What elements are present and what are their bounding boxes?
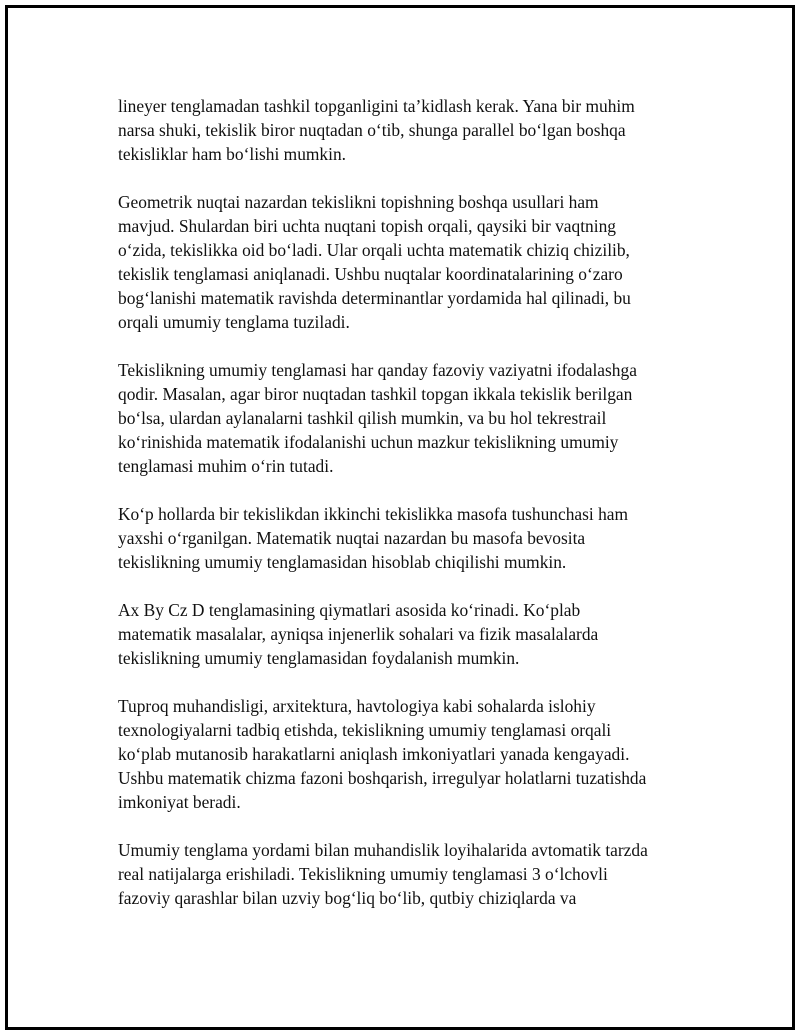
text-line: ko‘rinishida matematik ifodalanishi uchun mazkur tekislikning umumiy xyxy=(118,432,619,452)
paragraph-5 xyxy=(118,598,698,670)
text-line: Ax By Cz D tenglamasining qiymatlari asosida ko‘rinadi. Ko‘plab xyxy=(118,600,581,620)
text-line: Tuproq muhandisligi, arxitektura, havtologiya kabi sohalarda islohiy xyxy=(118,696,596,716)
text-line: qodir. Masalan, agar biror nuqtadan tashkil topgan ikkala tekislik berilgan xyxy=(118,384,633,404)
text-line: Tekislikning umumiy tenglamasi har qanday fazoviy vaziyatni ifodalashga xyxy=(118,360,637,380)
text-line: tekislikning umumiy tenglamasidan foydalanish mumkin. xyxy=(118,648,520,668)
text-line: narsa shuki, tekislik biror nuqtadan o‘tib, shunga parallel bo‘lgan boshqa xyxy=(118,120,626,140)
text-line: real natijalarga erishiladi. Tekislikning umumiy tenglamasi 3 o‘lchovli xyxy=(118,864,608,884)
paragraph-7 xyxy=(118,838,698,910)
text-line: Ushbu matematik chizma fazoni boshqarish, irregulyar holatlarni tuzatishda xyxy=(118,768,647,788)
text-line: bog‘lanishi matematik ravishda determinantlar yordamida hal qilinadi, bu xyxy=(118,288,631,308)
paragraph-1 xyxy=(118,94,698,166)
document-body xyxy=(118,94,698,934)
text-line: yaxshi o‘rganilgan. Matematik nuqtai nazardan bu masofa bevosita xyxy=(118,528,586,548)
text-line: orqali umumiy tenglama tuziladi. xyxy=(118,312,350,332)
text-line: fazoviy qarashlar bilan uzviy bog‘liq bo‘lib, qutbiy chiziqlarda va xyxy=(118,888,577,908)
text-line: Geometrik nuqtai nazardan tekislikni topishning boshqa usullari ham xyxy=(118,192,599,212)
paragraph-4 xyxy=(118,502,698,574)
text-line: imkoniyat beradi. xyxy=(118,792,241,812)
text-line: tekislik tenglamasi aniqlanadi. Ushbu nuqtalar koordinatalarining o‘zaro xyxy=(118,264,623,284)
text-line: o‘zida, tekislikka oid bo‘ladi. Ular orqali uchta matematik chiziq chizilib, xyxy=(118,240,630,260)
text-line: tekisliklar ham bo‘lishi mumkin. xyxy=(118,144,346,164)
text-line: bo‘lsa, ulardan aylanalarni tashkil qilish mumkin, va bu hol tekrestrail xyxy=(118,408,607,428)
paragraph-3 xyxy=(118,358,698,478)
text-line: lineyer tenglamadan tashkil topganligini ta’kidlash kerak. Yana bir muhim xyxy=(118,96,635,116)
text-line: ko‘plab mutanosib harakatlarni aniqlash imkoniyatlari yanada kengayadi. xyxy=(118,744,630,764)
text-line: Ko‘p hollarda bir tekislikdan ikkinchi tekislikka masofa tushunchasi ham xyxy=(118,504,629,524)
paragraph-6 xyxy=(118,694,698,814)
text-line: Umumiy tenglama yordami bilan muhandislik loyihalarida avtomatik tarzda xyxy=(118,840,648,860)
text-line: tenglamasi muhim o‘rin tutadi. xyxy=(118,456,334,476)
paragraph-2 xyxy=(118,190,698,334)
text-line: matematik masalalar, ayniqsa injenerlik sohalari va fizik masalalarda xyxy=(118,624,599,644)
text-line: tekislikning umumiy tenglamasidan hisoblab chiqilishi mumkin. xyxy=(118,552,567,572)
text-line: mavjud. Shulardan biri uchta nuqtani topish orqali, qaysiki bir vaqtning xyxy=(118,216,616,236)
text-line: texnologiyalarni tadbiq etishda, tekislikning umumiy tenglamasi orqali xyxy=(118,720,612,740)
